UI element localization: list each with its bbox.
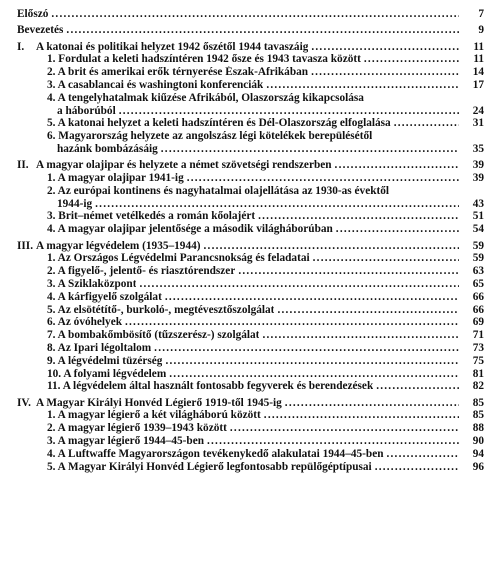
toc-entry-title: 5. A katonai helyzet a keleti hadszíntéren és Dél-Olaszország elfoglalása bbox=[47, 117, 391, 130]
toc-entry-title: 3. A magyar légierő 1944–45-ben bbox=[47, 435, 204, 447]
dot-leader bbox=[161, 143, 459, 156]
toc-entry-title: 5. A Magyar Királyi Honvéd Légierő legfontosabb repülőgéptípusai bbox=[47, 460, 372, 473]
toc-entry-title: 6. Az óvóhelyek bbox=[47, 316, 122, 329]
toc-chapter-number: II. bbox=[17, 159, 29, 172]
toc-entry-title: 6. Magyarország helyzete az angolszász légi kötelékek berepülésétől bbox=[47, 130, 373, 143]
toc-page-number: 39 bbox=[472, 172, 484, 185]
toc-page-number: 65 bbox=[472, 277, 484, 290]
toc-entry-title: A magyar olajipar és helyzete a német szövetségi rendszerben bbox=[36, 159, 332, 172]
toc-entry bbox=[17, 92, 484, 105]
toc-page-number: 81 bbox=[472, 367, 484, 380]
toc-page-number: 24 bbox=[472, 104, 484, 117]
toc-entry-title: 4. A tengelyhatalmak kiűzése Afrikából, Olaszország kikapcsolása bbox=[47, 91, 364, 104]
toc-entry bbox=[17, 291, 484, 304]
toc-entry bbox=[17, 380, 484, 393]
toc-entry-title: 7. A bombakőmbösítő (tűzszerész-) szolgálat bbox=[47, 329, 260, 342]
toc-entry-title: 3. Brit–német vetélkedés a román kőolajért bbox=[47, 210, 256, 223]
toc-page-number: 59 bbox=[472, 252, 484, 265]
dot-leader bbox=[336, 223, 459, 236]
toc-entry-title: A Magyar Királyi Honvéd Légierő 1919-től 1945-ig bbox=[36, 396, 282, 409]
toc-entry bbox=[17, 223, 484, 236]
dot-leader bbox=[258, 210, 459, 223]
toc-page-number: 66 bbox=[472, 303, 484, 316]
toc-entry-title: a háborúból bbox=[57, 104, 116, 117]
toc-entry bbox=[17, 409, 484, 422]
toc-entry bbox=[17, 422, 484, 435]
dot-leader bbox=[266, 79, 459, 92]
dot-leader bbox=[264, 409, 459, 422]
toc-entry-title: 10. A folyami légvédelem bbox=[47, 367, 167, 380]
toc-entry bbox=[17, 278, 484, 291]
toc-page-number: 85 bbox=[472, 409, 484, 422]
toc-page-number: 75 bbox=[472, 354, 484, 367]
toc-entry-title: 4. A kárfigyelő szolgálat bbox=[47, 290, 162, 303]
dot-leader bbox=[165, 291, 459, 304]
dot-leader bbox=[262, 329, 459, 342]
toc-entry-title: 4. A magyar olajipar jelentősége a második világháborúban bbox=[47, 223, 333, 236]
dot-leader bbox=[394, 117, 459, 130]
toc-page-number: 31 bbox=[472, 117, 484, 130]
toc-page-number: 94 bbox=[472, 447, 484, 460]
dot-leader bbox=[66, 24, 459, 37]
dot-leader bbox=[387, 448, 460, 461]
toc-entry bbox=[17, 342, 484, 355]
toc-entry bbox=[17, 329, 484, 342]
toc-entry-title: 9. A légvédelmi tüzérség bbox=[47, 354, 163, 367]
toc-entry-title: hazánk bombázásáig bbox=[57, 142, 158, 155]
toc-entry bbox=[17, 53, 484, 66]
toc-entry-title: 3. A casablancai és washingtoni konferenciák bbox=[47, 78, 264, 91]
toc-entry-title: 1. A magyar légierő a két világháború között bbox=[47, 409, 261, 422]
toc-entry bbox=[17, 448, 484, 461]
toc-page-number: 14 bbox=[472, 66, 484, 79]
dot-leader bbox=[376, 380, 459, 393]
dot-leader bbox=[277, 304, 459, 317]
toc-entry bbox=[17, 41, 484, 54]
toc-entry bbox=[17, 172, 484, 185]
toc-page-number: 9 bbox=[478, 24, 484, 37]
dot-leader bbox=[125, 316, 459, 329]
toc-entry bbox=[17, 461, 484, 474]
toc-entry-title: 1. A magyar olajipar 1941-ig bbox=[47, 172, 184, 185]
dot-leader bbox=[207, 435, 459, 448]
toc-page-number: 51 bbox=[472, 210, 484, 223]
toc-page-number: 54 bbox=[472, 223, 484, 236]
dot-leader bbox=[230, 422, 459, 435]
toc-entry-title: 2. A magyar légierő 1939–1943 között bbox=[47, 422, 227, 435]
toc-entry bbox=[17, 105, 484, 118]
toc-entry-title: 1. Az Országos Légvédelmi Parancsnokság és feladatai bbox=[47, 252, 310, 265]
toc-entry-title: A katonai és politikai helyzet 1942 őszétől 1944 tavaszáig bbox=[36, 40, 309, 53]
toc-page-number: 39 bbox=[472, 159, 484, 172]
toc-entry bbox=[17, 198, 484, 211]
table-of-contents bbox=[17, 8, 484, 473]
toc-entry bbox=[17, 66, 484, 79]
toc-entry bbox=[17, 304, 484, 317]
toc-entry-title: 4. A Luftwaffe Magyarországon tevékenykedő alakulatai 1944–45-ben bbox=[47, 447, 384, 460]
toc-chapter-number: IV. bbox=[17, 396, 31, 409]
toc-entry bbox=[17, 355, 484, 368]
toc-page-number: 88 bbox=[472, 422, 484, 435]
dot-leader bbox=[311, 41, 459, 54]
dot-leader bbox=[139, 278, 459, 291]
toc-entry bbox=[17, 265, 484, 278]
dot-leader bbox=[204, 240, 459, 253]
dot-leader bbox=[51, 8, 459, 21]
dot-leader bbox=[165, 355, 459, 368]
toc-entry-title: 1. Fordulat a keleti hadszíntéren 1942 ősze és 1943 tavasza között bbox=[47, 53, 361, 66]
toc-entry bbox=[17, 316, 484, 329]
toc-page-number: 35 bbox=[472, 142, 484, 155]
toc-entry bbox=[17, 79, 484, 92]
toc-entry-title: 1944-ig bbox=[57, 197, 93, 210]
toc-page-number: 7 bbox=[478, 8, 484, 20]
toc-entry bbox=[17, 159, 484, 172]
toc-entry bbox=[17, 8, 484, 21]
toc-page-number: 17 bbox=[472, 78, 484, 91]
toc-chapter-number: I. bbox=[17, 40, 25, 53]
toc-entry-title: 2. A figyelő-, jelentő- és riasztórendszer bbox=[47, 265, 236, 278]
toc-page-number: 59 bbox=[472, 239, 484, 252]
toc-entry bbox=[17, 210, 484, 223]
toc-entry-title: 2. Az európai kontinens és nagyhatalmai olajellátása az 1930-as évektől bbox=[47, 184, 390, 197]
toc-entry bbox=[17, 117, 484, 130]
toc-entry-title: A magyar légvédelem (1935–1944) bbox=[36, 239, 201, 252]
toc-page-number: 82 bbox=[472, 380, 484, 393]
toc-entry bbox=[17, 240, 484, 253]
toc-chapter-number: III. bbox=[17, 239, 34, 252]
toc-entry bbox=[17, 435, 484, 448]
dot-leader bbox=[313, 252, 459, 265]
dot-leader bbox=[187, 172, 459, 185]
toc-entry bbox=[17, 143, 484, 156]
toc-entry-title: 3. A Sziklaközpont bbox=[47, 277, 137, 290]
toc-page-number: 71 bbox=[472, 329, 484, 342]
toc-entry-title: Bevezetés bbox=[17, 24, 64, 37]
toc-page-number: 96 bbox=[472, 460, 484, 473]
toc-page-number: 85 bbox=[472, 396, 484, 409]
toc-entry bbox=[17, 368, 484, 381]
toc-entry bbox=[17, 252, 484, 265]
toc-entry-title: 5. Az elsötétítő-, burkoló-, megtévesztőszolgálat bbox=[47, 303, 275, 316]
toc-page-number: 11 bbox=[473, 40, 484, 53]
toc-page-number: 69 bbox=[472, 316, 484, 329]
dot-leader bbox=[364, 53, 459, 66]
toc-entry-title: Előszó bbox=[17, 8, 49, 20]
dot-leader bbox=[335, 159, 459, 172]
toc-entry bbox=[17, 185, 484, 198]
toc-entry bbox=[17, 24, 484, 37]
dot-leader bbox=[154, 342, 459, 355]
dot-leader bbox=[375, 461, 459, 474]
dot-leader bbox=[169, 368, 459, 381]
toc-page-number: 73 bbox=[472, 341, 484, 354]
dot-leader bbox=[238, 265, 459, 278]
toc-entry-title: 8. Az Ipari légoltalom bbox=[47, 341, 152, 354]
toc-entry bbox=[17, 130, 484, 143]
dot-leader bbox=[119, 105, 459, 118]
toc-page-number: 43 bbox=[472, 197, 484, 210]
toc-page-number: 66 bbox=[472, 290, 484, 303]
toc-page-number: 90 bbox=[472, 435, 484, 447]
toc-entry bbox=[17, 397, 484, 410]
toc-entry-title: 2. A brit és amerikai erők térnyerése Észak-Afrikában bbox=[47, 66, 309, 79]
toc-entry-title: 11. A légvédelem által használt fontosabb fegyverek és berendezések bbox=[47, 380, 374, 393]
toc-page-number: 63 bbox=[472, 265, 484, 278]
dot-leader bbox=[285, 397, 459, 410]
dot-leader bbox=[95, 198, 459, 211]
dot-leader bbox=[311, 66, 459, 79]
toc-page-number: 11 bbox=[473, 53, 484, 66]
